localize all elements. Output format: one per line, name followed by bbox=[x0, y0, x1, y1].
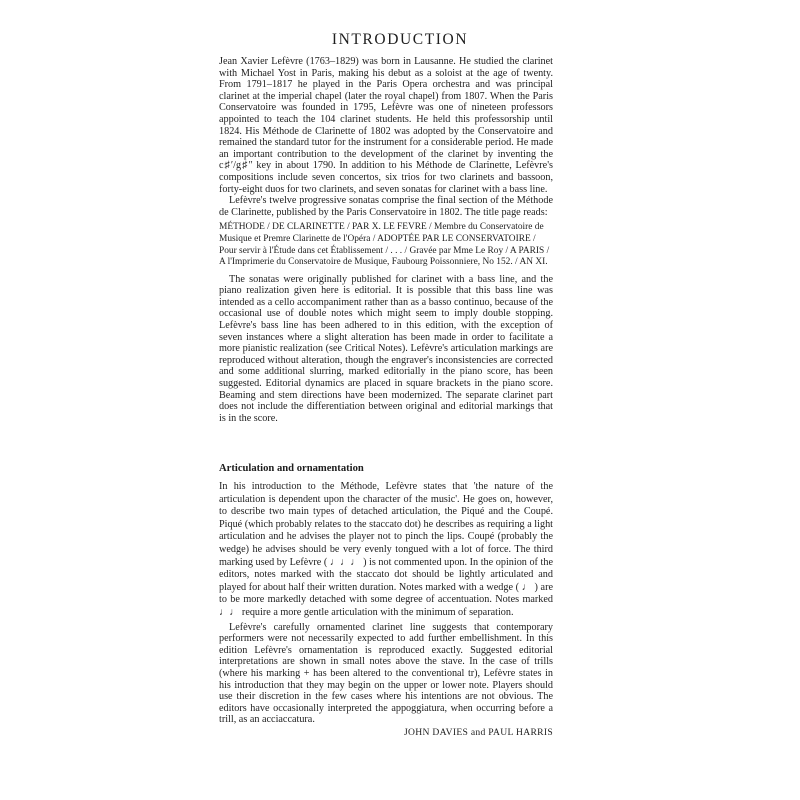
author-signature: JOHN DAVIES and PAUL HARRIS bbox=[403, 726, 553, 738]
section-heading: Articulation and ornamentation bbox=[219, 463, 364, 474]
intro-section bbox=[219, 56, 553, 424]
articulation-section bbox=[219, 481, 553, 738]
title-page-transcription: MÉTHODE / DE CLARINETTE / PAR X. LE FEVRE / Membre du Conservatoire de Musique et Premre Clarinette de l'Opéra / ADOPTÉE PAR LE CONSERVATOIRE / Pour servir à l'Étude dans cet Établissement / . . . / Gravée par Mme Le Roy / A PARIS / A l'Imprimerie du Conservatoire de Musique, Faubourg Poissonniere, No 152. / AN XI. bbox=[219, 222, 550, 268]
paragraph-realization: The sonatas were originally published for clarinet with a bass line, and the piano realization given here is editorial. It is possible that this bass line was intended as a cello accompaniment rather than as a basso continuo, because of the occasional use of double notes which might seem to imply double stopping. Lefèvre's bass line has been adhered to in this edition, with the exception of seven instances where a slight alteration has been made in order to facilitate a more pianistic realization (see Critical Notes). Lefèvre's articulation markings are reproduced without alteration, though the engraver's inconsistencies are corrected and some additional slurring, marked editorially in the piano score, has been suggested. Editorial dynamics are placed in square brackets in the piano score. Beaming and stem directions have been modernized. The separate clarinet part does not include the differentiation between original and editorial markings that is in the score. bbox=[219, 273, 553, 424]
paragraph-sonatas: Lefèvre's twelve progressive sonatas comprise the final section of the Méthode de Clarinette, published by the Paris Conservatoire in 1802. The title page reads: bbox=[219, 195, 553, 218]
page-title: INTRODUCTION bbox=[331, 31, 469, 48]
paragraph-ornamentation: Lefèvre's carefully ornamented clarinet line suggests that contemporary performers were not necessarily expected to add further embellishment. In this edition Lefèvre's ornamentation is reproduced exactly. Suggested editorial interpretations are shown in small notes above the stave. In the case of trills (where his marking + has been altered to the conventional tr), Lefèvre states in his introduction that they may begin on the upper or lower note. Players should use their discretion in the few cases where his intentions are not obvious. The editors have occasionally interpreted the appoggiatura, when occurring before a trill, as an acciaccatura. bbox=[219, 621, 553, 726]
paragraph-articulation: In his introduction to the Méthode, Lefèvre states that 'the nature of the articulation is dependent upon the character of the music'. He goes on, however, to describe two main types of detached articulation, the Piqué and the Coupé. Piqué (which probably relates to the staccato dot) he describes as requiring a light articulation and he advises the player not to pinch the lips. Coupé (probably the wedge) he advises should be very evenly tongued with a lot of force. The third marking used by Lefèvre ( ♩♩♩ ) is not commented upon. In the opinion of the editors, notes marked with the staccato dot should be lightly articulated and played for about half their written duration. Notes marked with a wedge ( ♩ ) are to be more markedly detached with some degree of accentuation. Notes marked ♩♩ require a more gentle articulation with the minimum of separation. bbox=[219, 481, 553, 618]
paragraph-biography: Jean Xavier Lefèvre (1763–1829) was born in Lausanne. He studied the clarinet with Michael Yost in Paris, making his debut as a soloist at the age of twenty. From 1791–1817 he played in the Paris Opera orchestra and was principal clarinet at the imperial chapel (later the royal chapel) from 1807. When the Paris Conservatoire was founded in 1795, Lefèvre was one of nineteen professors appointed to teach the 104 clarinet students. He held this professorship until 1824. His Méthode de Clarinette of 1802 was adopted by the Conservatoire and remained the standard tutor for the instrument for a considerable period. He made an important contribution to the development of the clarinet by inventing the c♯′/g♯″ key in about 1790. In addition to his Méthode de Clarinette, Lefèvre's compositions include seven concertos, six trios for two clarinets and bassoon, forty-eight duos for two clarinets, and seven sonatas for clarinet with a bass line. bbox=[219, 56, 553, 195]
